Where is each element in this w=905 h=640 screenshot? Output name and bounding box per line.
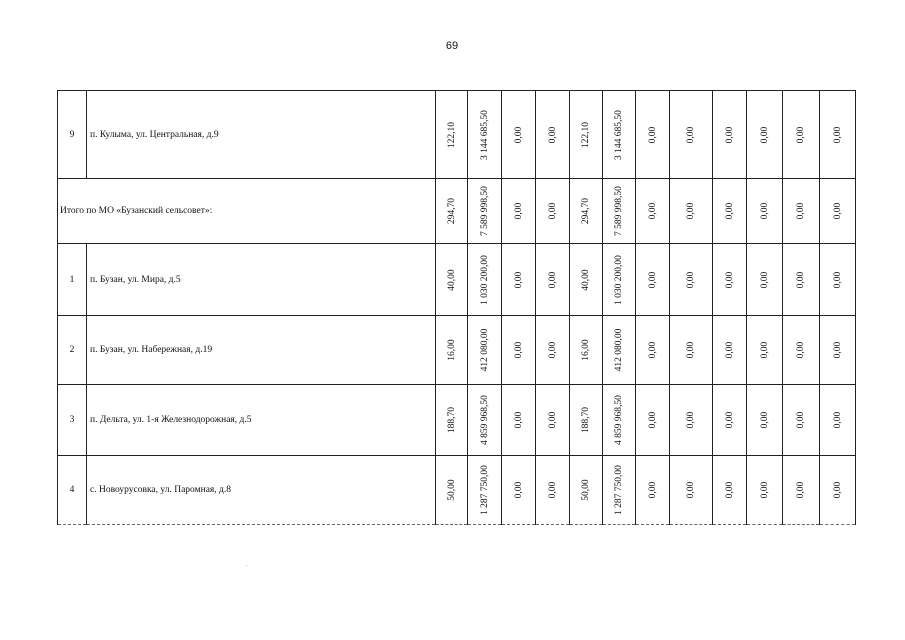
value-text: 3 144 685,50 — [614, 109, 624, 160]
value-cell — [636, 316, 670, 385]
value-cell — [468, 385, 502, 456]
value-text: 122,10 — [581, 121, 591, 148]
value-cell — [436, 385, 468, 456]
value-text: 0,00 — [759, 202, 770, 220]
value-cell — [636, 385, 670, 456]
value-cell — [603, 456, 636, 525]
value-text: 0,00 — [513, 202, 524, 220]
address-cell: п. Бузан, ул. Набережная, д.19 — [87, 316, 436, 385]
value-cell — [436, 179, 468, 244]
value-text: 0,00 — [513, 126, 524, 143]
address-cell: п. Бузан, ул. Мира, д.5 — [87, 244, 436, 316]
value-text: 0,00 — [832, 202, 843, 220]
table-row — [58, 316, 856, 385]
value-cell — [783, 179, 820, 244]
value-cell — [436, 91, 468, 179]
value-text: 0,00 — [724, 341, 735, 359]
value-cell — [636, 91, 670, 179]
value-text: 0,00 — [724, 202, 735, 220]
value-text: 188,70 — [581, 406, 591, 434]
value-text: 16,00 — [581, 339, 591, 361]
value-text: 0,00 — [513, 271, 524, 288]
value-cell — [820, 456, 856, 525]
value-cell — [570, 244, 603, 316]
page-number: 69 — [445, 40, 459, 52]
value-cell — [670, 316, 713, 385]
value-text: 0,00 — [759, 481, 770, 499]
scan-artifact — [246, 565, 247, 566]
row-number: 2 — [58, 316, 87, 385]
value-cell — [747, 456, 783, 525]
value-text: 0,00 — [759, 126, 770, 143]
value-text: 0,00 — [759, 271, 770, 288]
value-cell — [603, 244, 636, 316]
value-cell — [747, 385, 783, 456]
value-cell — [436, 456, 468, 525]
value-text: 0,00 — [832, 271, 843, 288]
value-cell — [603, 316, 636, 385]
value-text: 3 144 685,50 — [479, 109, 490, 160]
value-cell — [820, 244, 856, 316]
value-cell — [502, 244, 536, 316]
value-text: 0,00 — [647, 481, 658, 499]
row-number: 1 — [58, 244, 87, 316]
value-text: 0,00 — [832, 481, 843, 499]
value-text: 412 080,00 — [614, 328, 624, 372]
value-cell — [536, 456, 570, 525]
value-text: 0,00 — [686, 271, 696, 288]
value-text: 0,00 — [724, 481, 735, 499]
value-cell — [713, 385, 747, 456]
value-text: 0,00 — [647, 202, 658, 220]
row-number: 3 — [58, 385, 87, 456]
value-cell — [502, 456, 536, 525]
value-cell — [603, 91, 636, 179]
value-cell — [536, 244, 570, 316]
value-cell — [747, 316, 783, 385]
value-text: 0,00 — [547, 481, 558, 499]
value-cell — [713, 179, 747, 244]
value-cell — [468, 244, 502, 316]
value-text: 0,00 — [686, 202, 696, 220]
value-text: 0,00 — [513, 341, 524, 359]
value-cell — [783, 244, 820, 316]
value-cell — [636, 456, 670, 525]
value-text: 0,00 — [796, 271, 806, 288]
table-row — [58, 91, 856, 179]
table-row — [58, 456, 856, 525]
value-cell — [502, 91, 536, 179]
value-cell — [536, 179, 570, 244]
row-number: 9 — [58, 91, 87, 179]
value-cell — [570, 385, 603, 456]
value-cell — [670, 179, 713, 244]
address-cell: п. Дельта, ул. 1-я Железнодорожная, д.5 — [87, 385, 436, 456]
value-text: 40,00 — [581, 268, 591, 291]
total-label: Итого по МО «Бузанский сельсовет»: — [58, 179, 436, 244]
value-cell — [670, 244, 713, 316]
value-cell — [713, 91, 747, 179]
value-text: 0,00 — [796, 126, 806, 143]
value-text: 0,00 — [547, 202, 558, 220]
value-cell — [570, 456, 603, 525]
value-text: 0,00 — [686, 126, 696, 143]
value-cell — [436, 244, 468, 316]
value-cell — [636, 179, 670, 244]
value-cell — [713, 456, 747, 525]
value-cell — [747, 91, 783, 179]
value-cell — [603, 385, 636, 456]
value-cell — [713, 244, 747, 316]
value-text: 0,00 — [686, 411, 696, 429]
value-text: 1 287 750,00 — [479, 465, 490, 515]
value-text: 0,00 — [832, 126, 843, 143]
value-cell — [536, 385, 570, 456]
value-text: 0,00 — [759, 341, 770, 359]
value-cell — [468, 316, 502, 385]
value-cell — [436, 316, 468, 385]
value-text: 16,00 — [446, 339, 457, 361]
value-text: 0,00 — [724, 271, 735, 288]
value-text: 0,00 — [832, 341, 843, 359]
value-text: 0,00 — [796, 341, 806, 359]
value-cell — [820, 179, 856, 244]
value-cell — [670, 91, 713, 179]
value-text: 0,00 — [647, 411, 658, 429]
value-text: 0,00 — [724, 411, 735, 429]
value-text: 0,00 — [513, 481, 524, 499]
value-cell — [536, 91, 570, 179]
value-text: 188,70 — [446, 406, 457, 434]
value-text: 1 030 200,00 — [479, 254, 490, 305]
value-cell — [670, 385, 713, 456]
value-cell — [783, 91, 820, 179]
address-cell: п. Кулыма, ул. Центральная, д.9 — [87, 91, 436, 179]
row-number: 4 — [58, 456, 87, 525]
value-cell — [820, 316, 856, 385]
value-cell — [636, 244, 670, 316]
value-cell — [747, 179, 783, 244]
value-text: 0,00 — [647, 271, 658, 288]
value-text: 0,00 — [832, 411, 843, 429]
value-text: 0,00 — [547, 126, 558, 143]
value-text: 7 589 998,50 — [479, 186, 490, 236]
value-text: 0,00 — [647, 341, 658, 359]
value-cell — [783, 385, 820, 456]
value-cell — [536, 316, 570, 385]
value-text: 50,00 — [581, 479, 591, 501]
value-cell — [603, 179, 636, 244]
value-cell — [468, 456, 502, 525]
value-cell — [502, 179, 536, 244]
value-text: 1 030 200,00 — [614, 254, 624, 305]
value-text: 122,10 — [446, 121, 457, 148]
value-text: 7 589 998,50 — [614, 186, 624, 236]
value-text: 0,00 — [686, 481, 696, 499]
value-text: 50,00 — [446, 479, 457, 501]
value-text: 0,00 — [796, 202, 806, 220]
value-text: 294,70 — [581, 197, 591, 225]
value-text: 0,00 — [547, 271, 558, 288]
value-cell — [468, 179, 502, 244]
value-text: 1 287 750,00 — [614, 465, 624, 515]
value-text: 0,00 — [686, 341, 696, 359]
value-text: 0,00 — [759, 411, 770, 429]
value-cell — [820, 91, 856, 179]
value-cell — [570, 316, 603, 385]
value-cell — [670, 456, 713, 525]
value-cell — [783, 316, 820, 385]
value-text: 0,00 — [547, 411, 558, 429]
value-cell — [502, 385, 536, 456]
table-row — [58, 385, 856, 456]
value-cell — [783, 456, 820, 525]
value-text: 0,00 — [647, 126, 658, 143]
value-text: 294,70 — [446, 197, 457, 225]
table-row — [58, 244, 856, 316]
value-text: 0,00 — [796, 411, 806, 429]
value-cell — [468, 91, 502, 179]
value-cell — [713, 316, 747, 385]
value-text: 0,00 — [724, 126, 735, 143]
value-text: 412 080,00 — [479, 328, 490, 372]
value-text: 4 859 968,50 — [479, 395, 490, 445]
value-text: 40,00 — [446, 268, 457, 291]
value-text: 4 859 968,50 — [614, 395, 624, 445]
total-row — [58, 179, 856, 244]
value-text: 0,00 — [513, 411, 524, 429]
value-cell — [570, 91, 603, 179]
value-cell — [502, 316, 536, 385]
value-cell — [570, 179, 603, 244]
value-text: 0,00 — [796, 481, 806, 499]
value-text: 0,00 — [547, 341, 558, 359]
value-cell — [820, 385, 856, 456]
address-cell: с. Новоурусовка, ул. Паромная, д.8 — [87, 456, 436, 525]
data-table — [57, 90, 856, 525]
value-cell — [747, 244, 783, 316]
